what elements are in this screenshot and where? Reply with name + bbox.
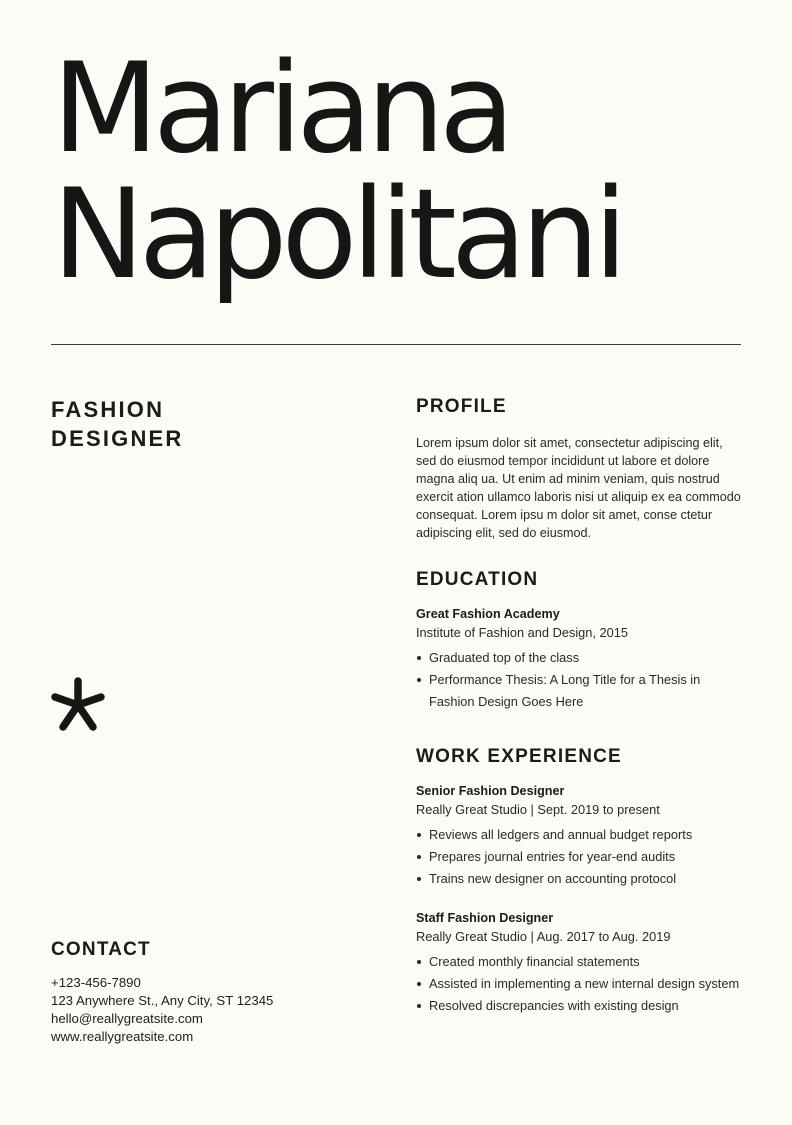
profile-section [416, 395, 746, 542]
list-item: Resolved discrepancies with existing design [416, 995, 746, 1017]
job-detail: Really Great Studio | Sept. 2019 to present [416, 802, 660, 817]
education-school: Great Fashion Academy [416, 607, 560, 621]
list-item: Created monthly financial statements [416, 951, 746, 973]
work-section [416, 745, 746, 1017]
job-detail: Really Great Studio | Aug. 2017 to Aug. 2019 [416, 929, 671, 944]
list-item: Graduated top of the class [416, 647, 746, 669]
education-detail: Institute of Fashion and Design, 2015 [416, 625, 628, 640]
list-item: Reviews all ledgers and annual budget reports [416, 824, 746, 846]
job-role [51, 395, 184, 453]
header-divider [51, 344, 741, 345]
job-bullets [416, 824, 746, 890]
work-title: WORK EXPERIENCE [416, 746, 622, 767]
contact-website: www.reallygreatsite.com [51, 1029, 194, 1044]
contact-email: hello@reallygreatsite.com [51, 1011, 203, 1026]
contact-address: 123 Anywhere St., Any City, ST 12345 [51, 993, 274, 1008]
first-name: Mariana [52, 37, 509, 181]
last-name: Napolitani [52, 163, 622, 307]
profile-title: PROFILE [416, 396, 507, 417]
list-item: Trains new designer on accounting protocol [416, 868, 746, 890]
list-item: Performance Thesis: A Long Title for a Thesis in Fashion Design Goes Here [416, 669, 746, 713]
job-bullets [416, 951, 746, 1017]
role-line-2: DESIGNER [51, 426, 184, 451]
role-line-1: FASHION [51, 397, 165, 422]
profile-text: Lorem ipsum dolor sit amet, consectetur adipiscing elit, sed do eiusmod tempor incididunt ut labore et dolore magna aliq ua. Ut enim ad minim veniam, quis nostrud exercit ation ullamco laboris nisi ut aliquip ex ea commodo consequat. Lorem ipsu m dolor sit amet, conse ctetur adipiscing elit, sed do eiusmod. [416, 436, 741, 540]
contact-title: CONTACT [51, 939, 151, 960]
education-bullets [416, 647, 746, 713]
contact-details [51, 974, 351, 1046]
education-section [416, 568, 746, 713]
job-title: Senior Fashion Designer [416, 784, 565, 798]
list-item: Assisted in implementing a new internal design system [416, 973, 746, 995]
education-title: EDUCATION [416, 569, 539, 590]
list-item: Prepares journal entries for year-end audits [416, 846, 746, 868]
contact-phone: +123-456-7890 [51, 975, 141, 990]
contact-section [51, 938, 351, 1046]
candidate-name [52, 37, 622, 307]
job-title: Staff Fashion Designer [416, 911, 554, 925]
asterisk-icon [50, 676, 106, 734]
